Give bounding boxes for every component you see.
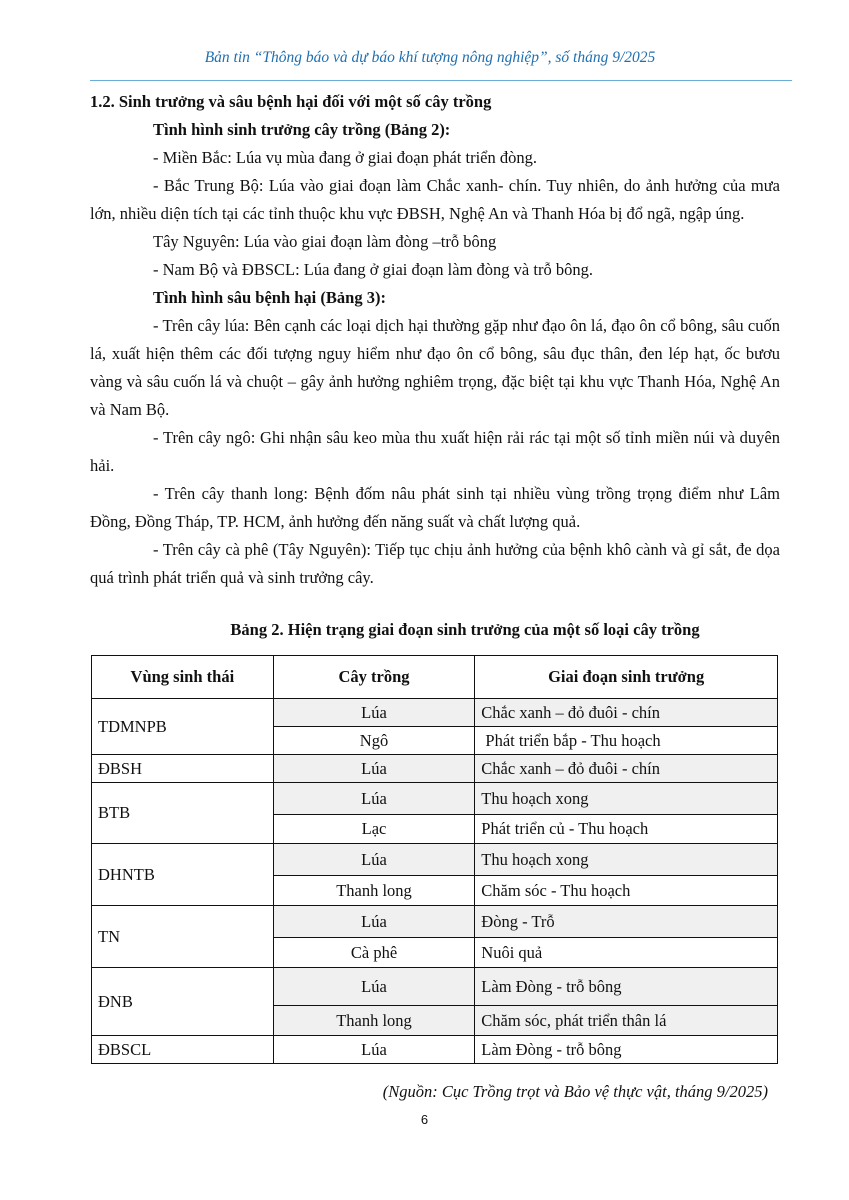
crop-cell: Thanh long	[273, 876, 475, 906]
crop-cell: Cà phê	[273, 938, 475, 968]
stage-cell: Đòng - Trỗ	[475, 906, 778, 938]
stage-cell: Nuôi quả	[475, 938, 778, 968]
table-row	[92, 755, 778, 783]
table-row	[92, 844, 778, 876]
stage-cell: Chăm sóc, phát triển thân lá	[475, 1006, 778, 1036]
crop-cell: Lúa	[273, 906, 475, 938]
stage-cell: Thu hoạch xong	[475, 844, 778, 876]
pest-paragraph: - Trên cây cà phê (Tây Nguyên): Tiếp tục chịu ảnh hưởng của bệnh khô cành và gỉ sắt, đe dọa quá trình phát triển quả và sinh trưởng cây.	[90, 540, 780, 587]
table-header-row	[92, 656, 778, 699]
header-divider	[90, 80, 792, 81]
region-cell: TN	[92, 906, 274, 968]
growth-paragraph: - Nam Bộ và ĐBSCL: Lúa đang ở giai đoạn làm đòng và trỗ bông.	[153, 260, 593, 279]
stage-cell: Chăm sóc - Thu hoạch	[475, 876, 778, 906]
growth-paragraph: - Miền Bắc: Lúa vụ mùa đang ở giai đoạn phát triển đòng.	[153, 148, 538, 167]
growth-stage-table	[91, 655, 778, 1064]
pest-paragraph: - Trên cây lúa: Bên cạnh các loại dịch hại thường gặp như đạo ôn lá, đạo ôn cổ bông, sâu cuốn lá, xuất hiện thêm các đối tượng nguy hiểm như đạo ôn cổ bông, sâu đục thân, đen lép hạt, ốc bươu vàng và sâu cuốn lá và chuột – gây ảnh hưởng nghiêm trọng, đặc biệt tại khu vực Thanh Hóa, Nghệ An và Nam Bộ.	[90, 316, 780, 419]
page-number: 6	[420, 1112, 429, 1127]
source-note: (Nguồn: Cục Trồng trọt và Bảo vệ thực vật, tháng 9/2025)	[382, 1082, 768, 1101]
table-row	[92, 906, 778, 938]
table-row	[92, 699, 778, 727]
region-cell: DHNTB	[92, 844, 274, 906]
growth-heading: Tình hình sinh trưởng cây trồng (Bảng 2):	[153, 120, 451, 139]
region-cell: TDMNPB	[92, 699, 274, 755]
main-content	[90, 88, 780, 592]
stage-cell: Làm Đòng - trỗ bông	[475, 1036, 778, 1064]
column-header: Cây trồng	[273, 656, 475, 699]
pest-paragraph: - Trên cây ngô: Ghi nhận sâu keo mùa thu xuất hiện rải rác tại một số tỉnh miền núi và duyên hải.	[90, 428, 780, 475]
growth-paragraph: Tây Nguyên: Lúa vào giai đoạn làm đòng –trỗ bông	[153, 232, 497, 251]
region-cell: ĐBSCL	[92, 1036, 274, 1064]
region-cell: ĐNB	[92, 968, 274, 1036]
table-row	[92, 783, 778, 815]
stage-cell: Chắc xanh – đỏ đuôi - chín	[475, 755, 778, 783]
stage-cell: Làm Đòng - trỗ bông	[475, 968, 778, 1006]
stage-cell: Phát triển bắp - Thu hoạch	[475, 727, 778, 755]
table-row	[92, 968, 778, 1006]
crop-cell: Lúa	[273, 844, 475, 876]
column-header: Giai đoạn sinh trưởng	[475, 656, 778, 699]
table-caption: Bảng 2. Hiện trạng giai đoạn sinh trưởng của một số loại cây trồng	[230, 620, 700, 639]
region-cell: ĐBSH	[92, 755, 274, 783]
crop-cell: Lúa	[273, 1036, 475, 1064]
section-heading: 1.2. Sinh trưởng và sâu bệnh hại đối với một số cây trồng	[90, 92, 492, 111]
table-row	[92, 1036, 778, 1064]
stage-cell: Chắc xanh – đỏ đuôi - chín	[475, 699, 778, 727]
crop-cell: Lúa	[273, 783, 475, 815]
growth-paragraph: - Bắc Trung Bộ: Lúa vào giai đoạn làm Chắc xanh- chín. Tuy nhiên, do ảnh hưởng của mưa lớn, nhiều diện tích tại các tỉnh thuộc khu vực ĐBSH, Nghệ An và Thanh Hóa bị đổ ngã, ngập úng.	[90, 176, 780, 223]
stage-cell: Thu hoạch xong	[475, 783, 778, 815]
pest-heading: Tình hình sâu bệnh hại (Bảng 3):	[153, 288, 386, 307]
running-header: Bản tin “Thông báo và dự báo khí tượng nông nghiệp”, số tháng 9/2025	[204, 49, 656, 66]
region-cell: BTB	[92, 783, 274, 844]
pest-paragraph: - Trên cây thanh long: Bệnh đốm nâu phát sinh tại nhiều vùng trồng trọng điểm như Lâm Đồng, Đồng Tháp, TP. HCM, ảnh hưởng đến năng suất và chất lượng quả.	[90, 484, 780, 531]
crop-cell: Lúa	[273, 699, 475, 727]
column-header: Vùng sinh thái	[92, 656, 274, 699]
crop-cell: Lúa	[273, 968, 475, 1006]
stage-cell: Phát triển củ - Thu hoạch	[475, 815, 778, 844]
crop-cell: Lạc	[273, 815, 475, 844]
crop-cell: Thanh long	[273, 1006, 475, 1036]
crop-cell: Lúa	[273, 755, 475, 783]
crop-cell: Ngô	[273, 727, 475, 755]
